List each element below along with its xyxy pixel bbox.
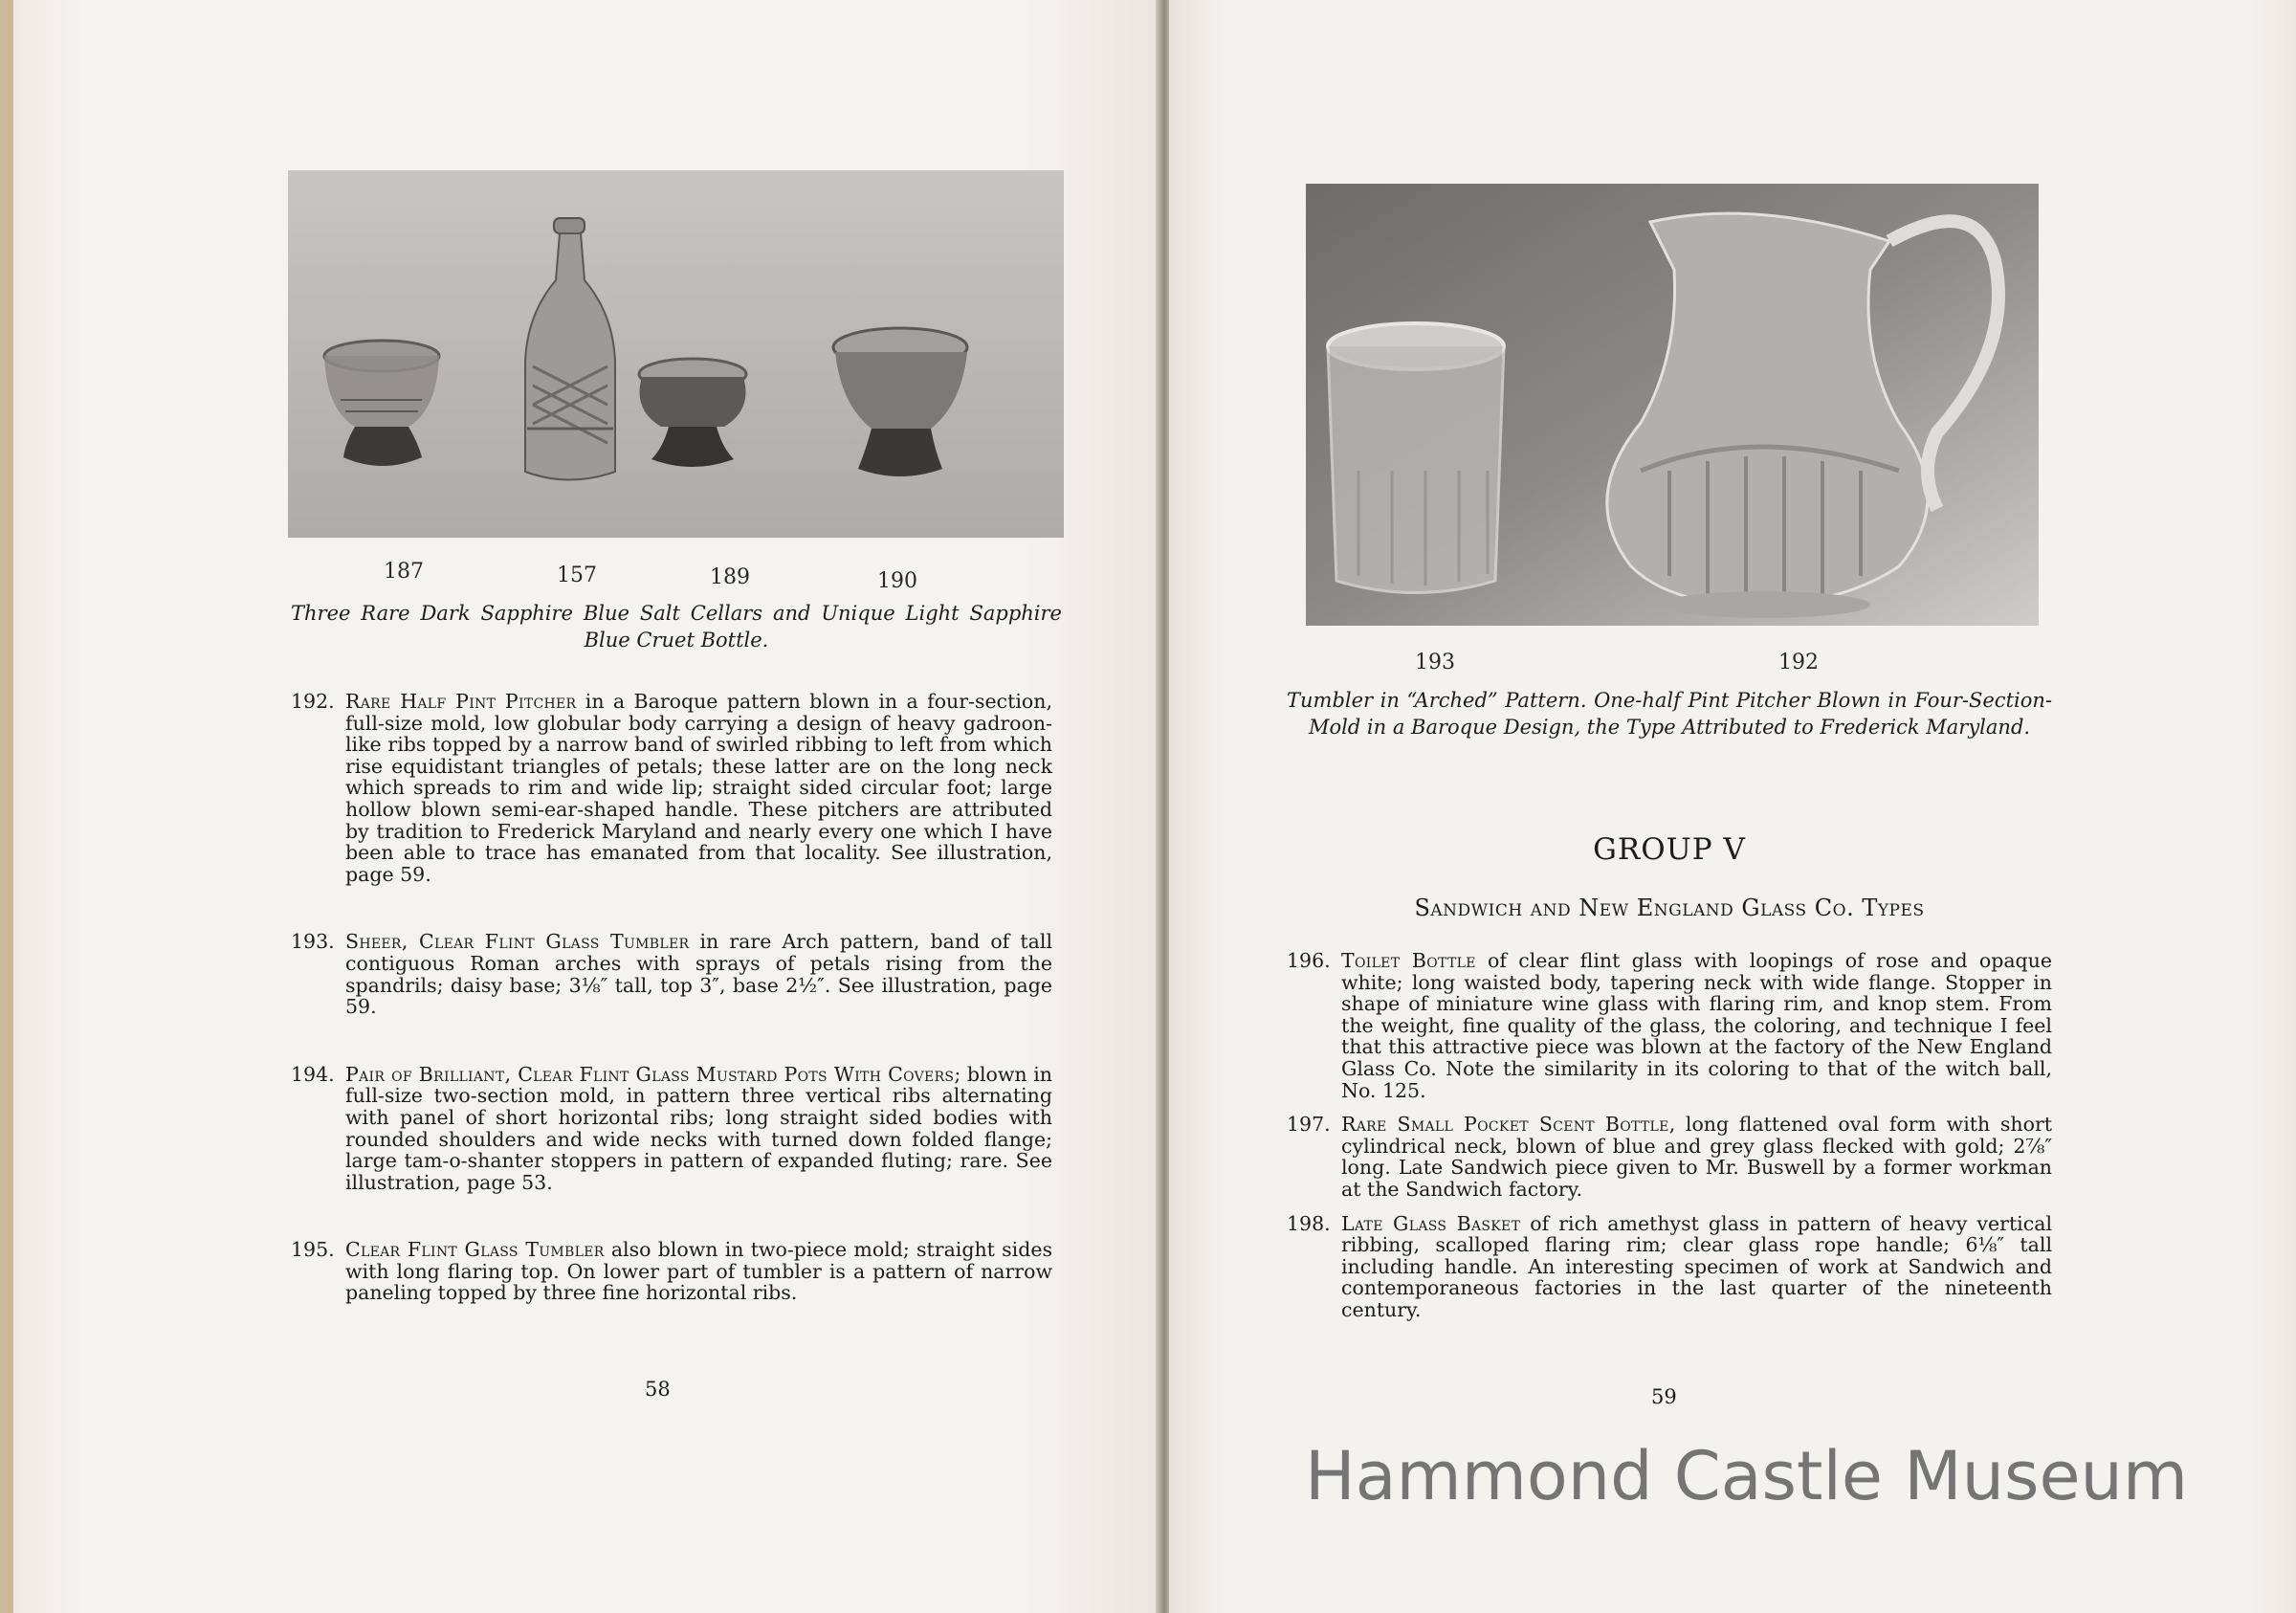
catalog-entry-197 <box>1287 1114 2052 1200</box>
entry-text: ; blown in full-size two-section mold, in pattern three vertical ribs alternating with panel of short horizontal ribs; long straight sided bodies with rounded shoulders and wide necks with turned down folded flange; large tam-o-shanter stoppers in pattern of expanded fluting; rare. See illustration, page 53. <box>345 1062 1052 1194</box>
photo-number: 187 <box>384 560 424 584</box>
photo-number: 192 <box>1778 651 1819 674</box>
page-number-left: 58 <box>645 1378 671 1401</box>
entry-title: Pair of Brilliant, Clear Flint Glass Mustard Pots With Covers <box>345 1062 955 1086</box>
entry-number: 194. <box>291 1062 335 1086</box>
entry-title: Rare Small Pocket Scent Bottle <box>1341 1113 1669 1137</box>
entry-number: 197. <box>1287 1113 1331 1137</box>
catalog-entry-196 <box>1287 950 2052 1101</box>
catalog-entry-192 <box>291 691 1052 885</box>
entry-text: in rare Arch pattern, band of tall contiguous Roman arches with sprays of petals rising from the spandrils; daisy base; 3⅛″ tall, top 3″, base 2½″. See illustration, page 59. <box>345 930 1052 1019</box>
page-number-right: 59 <box>1651 1385 1677 1408</box>
group-heading: GROUP V <box>1593 832 1746 867</box>
photo-number: 189 <box>710 565 750 589</box>
salt-cellars-photo <box>288 170 1064 538</box>
catalog-entry-198 <box>1287 1213 2052 1321</box>
entry-number: 196. <box>1287 949 1331 972</box>
entry-text: of clear flint glass with loopings of rose and opaque white; long waisted body, tapering neck with wide flange. Stopper in shape of miniature wine glass with flaring rim, and knop stem. From the weight, fine quality of the glass, the coloring, and technique I feel that this attractive piece was blown at the factory of the New England Glass Co. Note the similarity in its coloring to that of the witch ball, No. 125. <box>1341 949 2052 1102</box>
entry-title: Clear Flint Glass Tumbler <box>345 1238 605 1262</box>
left-entries <box>291 691 1052 1350</box>
entry-number: 195. <box>291 1238 335 1262</box>
entry-text: in a Baroque pattern blown in a four-section, full-size mold, low globular body carrying a design of heavy gadroon-like ribs topped by a narrow band of swirled ribbing to left from which rise equidistant triangles of petals; these latter are on the long neck which spreads to rim and wide lip; straight sided circular foot; large hollow blown semi-ear-shaped handle. These pitchers are attributed by tradition to Frederick Maryland and nearly every one which I have been able to trace has emanated from that locality. See illustration, page 59. <box>345 690 1052 886</box>
right-entries <box>1287 950 2052 1334</box>
catalog-entry-193 <box>291 931 1052 1017</box>
entry-title: Late Glass Basket <box>1341 1211 1521 1235</box>
entry-text: also blown in two-piece mold; straight sides with long flaring top. On lower part of tumbler is a pattern of narrow paneling topped by three fine horizontal ribs. <box>345 1238 1052 1305</box>
entry-text: of rich amethyst glass in pattern of heavy vertical ribbing, scalloped flaring rim; clear glass rope handle; 6⅛″ tall including handle. An interesting specimen of work at Sandwich and contemporaneous factories in the last quarter of the nineteenth century. <box>1341 1211 2052 1321</box>
entry-title: Toilet Bottle <box>1341 949 1476 972</box>
entry-title: Sheer, Clear Flint Glass Tumbler <box>345 930 690 954</box>
tumbler-pitcher-photo <box>1306 184 2039 626</box>
catalog-entry-194 <box>291 1064 1052 1194</box>
entry-number: 192. <box>291 690 335 713</box>
tumbler-193-image <box>1328 323 1504 593</box>
photo-number: 193 <box>1415 651 1455 674</box>
group-subtitle: Sandwich and New England Glass Co. Types <box>1414 895 1925 921</box>
entry-number: 193. <box>291 930 335 954</box>
entry-text: , long flattened oval form with short cylindrical neck, blown of blue and grey glass flecked with gold; 2⅞″ long. Late Sandwich piece given to Mr. Buswell by a former workman at the Sandwich factory. <box>1341 1113 2052 1201</box>
museum-watermark: Hammond Castle Museum <box>1305 1437 2189 1515</box>
entry-number: 198. <box>1287 1211 1331 1235</box>
right-photo-caption: Tumbler in “Arched” Pattern. One-half Pint Pitcher Blown in Four-Section-Mold in a Baroque Design, the Type Attributed to Frederick Maryland. <box>1287 689 2052 739</box>
photo-number: 157 <box>557 563 597 587</box>
catalog-entry-195 <box>291 1239 1052 1304</box>
left-photo-caption: Three Rare Dark Sapphire Blue Salt Cellars and Unique Light Sapphire Blue Cruet Bottle. <box>291 602 1062 652</box>
entry-title: Rare Half Pint Pitcher <box>345 690 577 713</box>
photo-number: 190 <box>877 569 917 593</box>
